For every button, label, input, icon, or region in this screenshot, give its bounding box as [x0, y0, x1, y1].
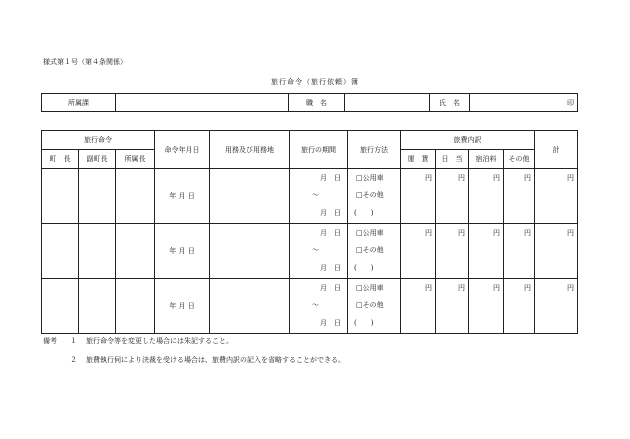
dept-label: 所属課 — [42, 94, 116, 112]
method-paren: ( ) — [354, 319, 374, 327]
form-title: 旅行命令（旅行依頼）簿 — [271, 78, 359, 86]
other-cell[interactable] — [504, 169, 535, 224]
note-1-num: １ — [70, 337, 77, 345]
lodging-header: 宿泊料 — [469, 150, 504, 169]
period-tilde: 〜 — [312, 191, 320, 199]
yen-label: 円 — [458, 229, 466, 237]
travel-table — [41, 130, 578, 334]
daily-header: 日 当 — [436, 150, 469, 169]
yen-label: 円 — [458, 284, 466, 292]
note-2-text: 旅費執行伺により決裁を受ける場合は、旅費内訳の記入を省略することができる。 — [86, 356, 345, 364]
trip-row — [42, 169, 578, 224]
period-end: 月 日 — [320, 319, 342, 327]
total-cell[interactable] — [535, 224, 578, 279]
deputy-mayor-seal-cell[interactable] — [79, 169, 116, 224]
yen-label: 円 — [567, 284, 575, 292]
lodging-cell[interactable] — [469, 279, 504, 334]
total-header: 計 — [535, 131, 578, 169]
other-cell[interactable] — [504, 279, 535, 334]
position-field[interactable] — [345, 94, 430, 112]
other-method-checkbox[interactable]: □その他 — [356, 191, 384, 199]
form-number: 様式第１号（第４条関係） — [43, 58, 127, 66]
dept-head-seal-cell[interactable] — [116, 224, 155, 279]
yen-label: 円 — [493, 284, 501, 292]
fare-cell[interactable] — [401, 279, 436, 334]
method-cell[interactable] — [348, 279, 401, 334]
daily-cell[interactable] — [436, 169, 469, 224]
order-date-text: 年 月 日 — [169, 247, 195, 255]
expense-group-header: 旅費内訳 — [401, 131, 535, 150]
yen-label: 円 — [493, 174, 501, 182]
method-paren: ( ) — [354, 264, 374, 272]
trip-row — [42, 279, 578, 334]
lodging-cell[interactable] — [469, 169, 504, 224]
trip-row — [42, 224, 578, 279]
order-date-cell[interactable] — [155, 169, 210, 224]
period-cell[interactable] — [290, 224, 348, 279]
fare-header: 運 賃 — [401, 150, 436, 169]
deputy-mayor-seal-cell[interactable] — [79, 224, 116, 279]
other-header: その他 — [504, 150, 535, 169]
official-car-checkbox[interactable]: □公用車 — [356, 229, 384, 237]
period-tilde: 〜 — [312, 246, 320, 254]
period-start: 月 日 — [320, 174, 342, 182]
mayor-header: 町 長 — [42, 150, 79, 169]
method-paren: ( ) — [354, 209, 374, 217]
dept-head-seal-cell[interactable] — [116, 169, 155, 224]
name-field[interactable] — [470, 94, 578, 112]
mayor-seal-cell[interactable] — [42, 279, 79, 334]
header-table — [41, 93, 578, 112]
fare-cell[interactable] — [401, 224, 436, 279]
total-cell[interactable] — [535, 169, 578, 224]
method-cell[interactable] — [348, 169, 401, 224]
purpose-cell[interactable] — [210, 224, 290, 279]
yen-label: 円 — [425, 284, 433, 292]
order-date-cell[interactable] — [155, 224, 210, 279]
yen-label: 円 — [458, 174, 466, 182]
official-car-checkbox[interactable]: □公用車 — [356, 284, 384, 292]
other-method-checkbox[interactable]: □その他 — [356, 301, 384, 309]
yen-label: 円 — [524, 284, 532, 292]
order-date-text: 年 月 日 — [169, 192, 195, 200]
other-method-checkbox[interactable]: □その他 — [356, 246, 384, 254]
fare-cell[interactable] — [401, 169, 436, 224]
period-cell[interactable] — [290, 279, 348, 334]
other-cell[interactable] — [504, 224, 535, 279]
yen-label: 円 — [425, 174, 433, 182]
order-group-header: 旅行命令 — [42, 131, 155, 150]
period-header: 旅行の期間 — [290, 131, 348, 169]
order-date-text: 年 月 日 — [169, 302, 195, 310]
position-label: 職 名 — [289, 94, 345, 112]
yen-label: 円 — [524, 229, 532, 237]
method-cell[interactable] — [348, 224, 401, 279]
deputy-mayor-seal-cell[interactable] — [79, 279, 116, 334]
purpose-cell[interactable] — [210, 279, 290, 334]
deputy-mayor-header: 副町長 — [79, 150, 116, 169]
mayor-seal-cell[interactable] — [42, 169, 79, 224]
yen-label: 円 — [567, 229, 575, 237]
mayor-seal-cell[interactable] — [42, 224, 79, 279]
dept-field[interactable] — [116, 94, 289, 112]
order-date-header: 命令年月日 — [155, 131, 210, 169]
note-1-text: 旅行命令等を変更した場合には朱記すること。 — [86, 337, 233, 345]
daily-cell[interactable] — [436, 224, 469, 279]
order-date-cell[interactable] — [155, 279, 210, 334]
period-end: 月 日 — [320, 209, 342, 217]
period-tilde: 〜 — [312, 301, 320, 309]
daily-cell[interactable] — [436, 279, 469, 334]
yen-label: 円 — [567, 174, 575, 182]
period-end: 月 日 — [320, 264, 342, 272]
seal-label: 印 — [567, 98, 574, 107]
total-cell[interactable] — [535, 279, 578, 334]
dept-head-seal-cell[interactable] — [116, 279, 155, 334]
notes-label: 備考 — [43, 337, 57, 345]
yen-label: 円 — [425, 229, 433, 237]
period-cell[interactable] — [290, 169, 348, 224]
dept-head-header: 所属長 — [116, 150, 155, 169]
period-start: 月 日 — [320, 284, 342, 292]
name-label: 氏 名 — [430, 94, 470, 112]
method-header: 旅行方法 — [348, 131, 401, 169]
purpose-cell[interactable] — [210, 169, 290, 224]
period-start: 月 日 — [320, 229, 342, 237]
note-2-num: ２ — [70, 356, 77, 364]
yen-label: 円 — [493, 229, 501, 237]
yen-label: 円 — [524, 174, 532, 182]
official-car-checkbox[interactable]: □公用車 — [356, 174, 384, 182]
purpose-header: 用務及び用務地 — [210, 131, 290, 169]
lodging-cell[interactable] — [469, 224, 504, 279]
